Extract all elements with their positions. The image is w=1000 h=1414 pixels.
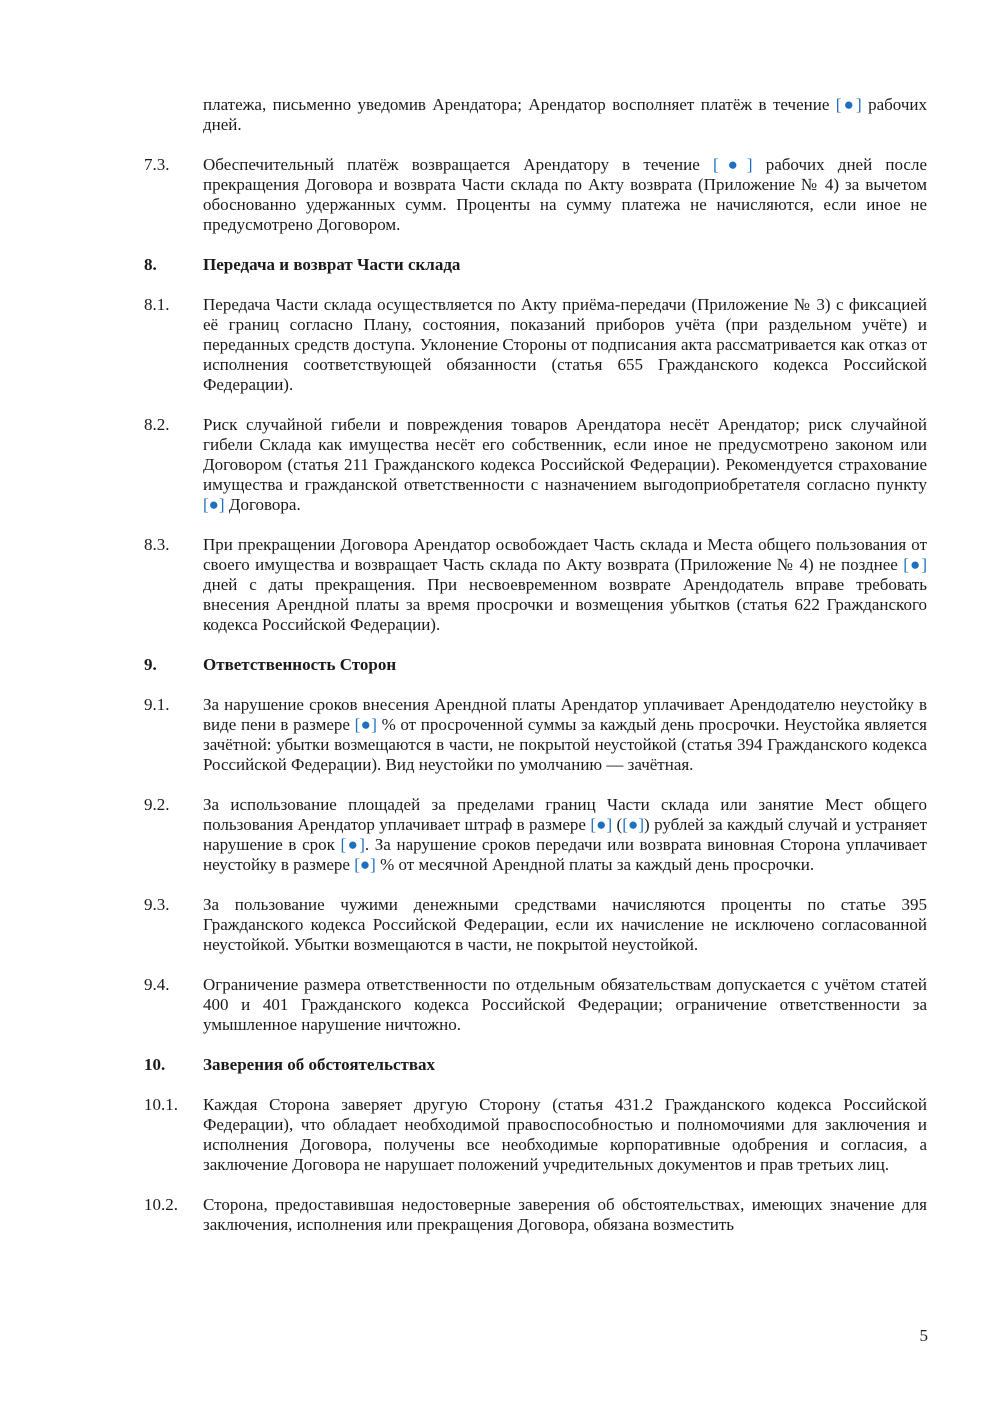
text-run: Передача и возврат Части склада: [203, 255, 461, 274]
text-run: (: [612, 815, 623, 834]
section-number: 8.: [144, 255, 157, 274]
clause-number: 8.1.: [144, 295, 170, 314]
text-run: платежа, письменно уведомив Арендатора; Арендатор восполняет платёж в течение: [203, 95, 836, 114]
placeholder-field: [●]: [354, 855, 376, 874]
text-run: Каждая Сторона заверяет другую Сторону (статья 431.2 Гражданского кодекса Российской Федерации), что обладает необходимой правоспособностью и полномочиями для заключения и исполнения Договора, получены все необходимые корпоративные одобрения и согласия, а заключение Договора не нарушает положений учредительных документов и прав третьих лиц.: [203, 1095, 927, 1174]
section-heading: [144, 655, 927, 675]
text-run: Договора.: [224, 495, 301, 514]
clause-paragraph: [144, 1095, 927, 1175]
clause-paragraph: [144, 415, 927, 515]
section-number: 9.: [144, 655, 157, 674]
text-run: Сторона, предоставившая недостоверные заверения об обстоятельствах, имеющих значение для заключения, исполнения или прекращения Договора, обязана возместить: [203, 1195, 927, 1234]
section-heading: [144, 255, 927, 275]
document-body: [144, 95, 927, 1255]
section-title: [203, 655, 396, 674]
text-run: За использование площадей за пределами границ Части склада или занятие Мест общего пользования Арендатор уплачивает штраф в размере: [203, 795, 927, 834]
clause-number: 9.2.: [144, 795, 170, 814]
placeholder-field: [●]: [590, 815, 613, 834]
text-run: ) рублей за каждый случай и устраняет нарушение в срок: [203, 815, 928, 854]
section-title: [203, 1055, 435, 1074]
text-run: Ограничение размера ответственности по отдельным обязательствам допускается с учётом статей 400 и 401 Гражданского кодекса Российской Федерации; ограничение ответственности за умышленное нарушение ничтожно.: [203, 975, 927, 1034]
clause-paragraph: [144, 975, 927, 1035]
clause-text: [203, 535, 927, 634]
text-run: рабочих дней.: [203, 95, 927, 134]
text-run: Заверения об обстоятельствах: [203, 1055, 436, 1074]
clause-paragraph: [144, 535, 927, 635]
text-run: Обеспечительный платёж возвращается Арендатору в течение: [203, 155, 713, 174]
text-run: Передача Части склада осуществляется по Акту приёма-передачи (Приложение № 3) с фиксацией её границ согласно Плану, состояния, показаний приборов учёта (при раздельном учёте) и переданных средств доступа. Уклонение Стороны от подписания акта рассматривается как отказ от исполнения соответствующей обязанности (статья 655 Гражданского кодекса Российской Федерации).: [203, 295, 927, 394]
section-title: [203, 255, 460, 274]
continued-paragraph: [144, 95, 927, 135]
clause-text: [203, 155, 927, 234]
text-run: Риск случайной гибели и повреждения товаров Арендатора несёт Арендатор; риск случайной гибели Склада как имущества несёт его собственник, если иное не предусмотрено законом или Договором (статья 211 Гражданского кодекса Российской Федерации). Рекомендуется страхование имущества и гражданской ответственности с назначением выгодоприобретателя согласно пункту: [203, 415, 927, 494]
clause-text: [203, 695, 927, 774]
section-number: 10.: [144, 1055, 166, 1074]
clause-text: [203, 95, 927, 134]
text-run: рабочих дней после прекращения Договора и возврата Части склада по Акту возврата (Приложение № 4) за вычетом обоснованно удержанных сумм. Проценты на сумму платежа не начисляются, если иное не предусмотрено Договором.: [203, 155, 927, 234]
clause-text: [203, 895, 927, 954]
clause-number: 10.2.: [144, 1195, 178, 1214]
placeholder-field: [●]: [354, 715, 377, 734]
text-run: За нарушение сроков внесения Арендной платы Арендатор уплачивает Арендодателю неустойку в виде пени в размере: [203, 695, 927, 734]
clause-paragraph: [144, 895, 927, 955]
text-run: дней с даты прекращения. При несвоевременном возврате Арендодатель вправе требовать внесения Арендной платы за время просрочки и возмещения убытков (статья 622 Гражданского кодекса Российской Федерации).: [203, 575, 927, 634]
clause-paragraph: [144, 155, 927, 235]
clause-number: 7.3.: [144, 155, 170, 174]
placeholder-field: [●]: [903, 555, 928, 574]
text-run: % от просроченной суммы за каждый день просрочки. Неустойка является зачётной: убытки возмещаются в части, не покрытой неустойкой (статья 394 Гражданского кодекса Российской Федерации). Вид неустойки по умолчанию — зачётная.: [203, 715, 928, 774]
page-number: 5: [919, 1326, 928, 1345]
placeholder-field: [●]: [203, 495, 225, 514]
clause-number: 8.2.: [144, 415, 170, 434]
clause-paragraph: [144, 695, 927, 775]
clause-number: 9.4.: [144, 975, 170, 994]
clause-paragraph: [144, 1195, 927, 1235]
text-run: . За нарушение сроков передачи или возврата виновная Сторона уплачивает неустойку в размере: [203, 835, 927, 874]
clause-text: [203, 295, 927, 394]
clause-text: [203, 975, 927, 1034]
clause-number: 9.1.: [144, 695, 170, 714]
text-run: % от месячной Арендной платы за каждый день просрочки.: [375, 855, 815, 874]
text-run: При прекращении Договора Арендатор освобождает Часть склада и Места общего пользования от своего имущества и возвращает Часть склада по Акту возврата (Приложение № 4) не позднее: [203, 535, 927, 574]
text-run: Ответственность Сторон: [203, 655, 397, 674]
placeholder-field: [●]: [340, 835, 365, 854]
clause-number: 8.3.: [144, 535, 170, 554]
clause-paragraph: [144, 795, 927, 875]
placeholder-field: [●]: [713, 155, 753, 174]
clause-number: 10.1.: [144, 1095, 178, 1114]
placeholder-field: [●]: [835, 95, 862, 114]
clause-paragraph: [144, 295, 927, 395]
clause-number: 9.3.: [144, 895, 170, 914]
clause-text: [203, 1195, 927, 1234]
clause-text: [203, 415, 927, 514]
clause-text: [203, 795, 927, 874]
section-heading: [144, 1055, 927, 1075]
clause-text: [203, 1095, 927, 1174]
placeholder-field: [●]: [622, 815, 645, 834]
text-run: За пользование чужими денежными средствами начисляются проценты по статье 395 Гражданского кодекса Российской Федерации, если их начисление не исключено согласованной неустойкой. Убытки возмещаются в части, не покрытой неустойкой.: [203, 895, 927, 954]
